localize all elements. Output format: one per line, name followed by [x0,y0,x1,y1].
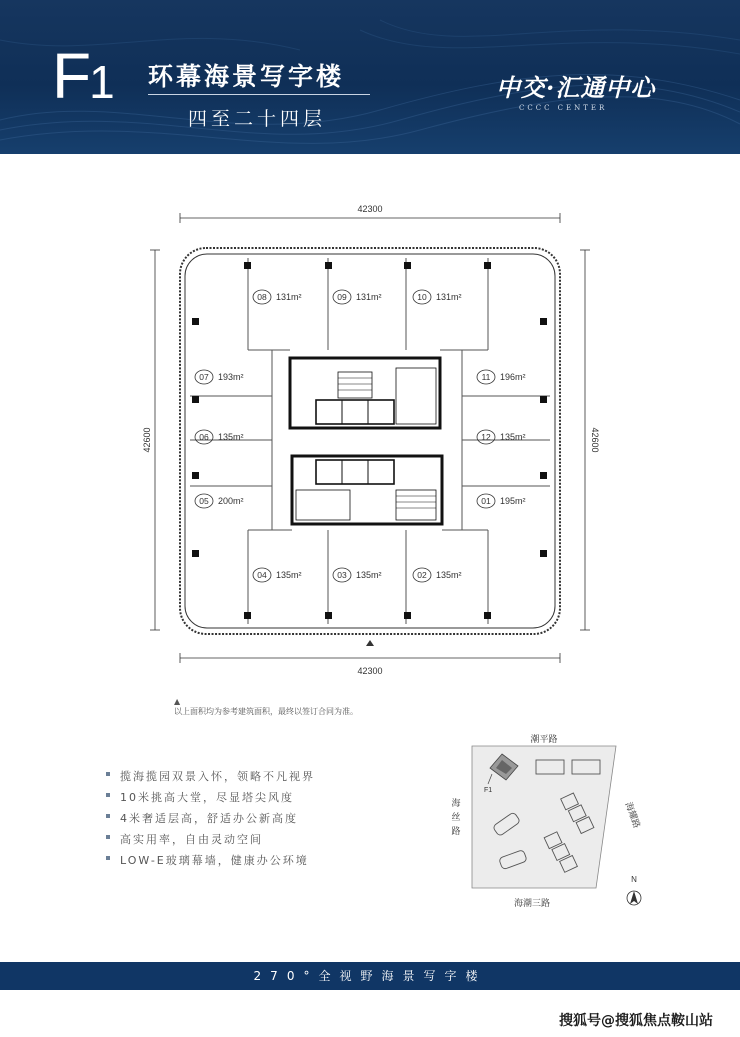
dimension-right [580,250,590,630]
feature-item: 10米挑高大堂，尽显塔尖风度 [106,789,315,810]
unit-label [477,494,526,508]
unit-number: 03 [337,570,347,580]
site-label: F1 [484,787,493,794]
unit-number: 10 [417,292,427,302]
unit-area: 135m² [500,432,526,442]
north-label: N [631,875,637,884]
unit-number: 09 [337,292,347,302]
dim-top-label: 42300 [357,204,383,214]
unit-area: 135m² [218,432,244,442]
unit-label [477,430,526,444]
dim-left-label: 42600 [142,427,152,453]
unit-area: 131m² [356,292,382,302]
unit-label [195,430,244,444]
floor-plan [140,200,620,680]
unit-number: 02 [417,570,427,580]
brand-logo: 中交·汇通中心 [496,73,656,102]
bullet-icon [106,772,110,776]
location-map [440,728,660,924]
feature-list [106,768,315,873]
unit-labels [195,290,526,582]
dimension-bottom [180,653,560,663]
unit-number: 05 [199,496,209,506]
unit-number: 12 [481,432,491,442]
unit-number: 08 [257,292,267,302]
unit-area: 135m² [276,570,302,580]
unit-label [195,370,244,384]
title-divider [148,94,370,95]
unit-label [413,568,462,582]
unit-label [333,568,382,582]
unit-number: 01 [481,496,491,506]
bullet-icon [106,793,110,797]
feature-item: 揽海揽园双景入怀，领略不凡视界 [106,768,315,789]
feature-item: LOW-E玻璃幕墙，健康办公环境 [106,852,315,873]
dim-bottom-label: 42300 [357,666,383,676]
unit-label [253,290,302,304]
unit-area: 193m² [218,372,244,382]
unit-label [195,494,244,508]
page-subtitle: 四至二十四层 [188,108,327,130]
area-note: ▲ 以上面积均为参考建筑面积，最终以签订合同为准。 [174,697,358,716]
watermark: 搜狐号@搜狐焦点鞍山站 [559,1013,713,1029]
unit-area: 131m² [436,292,462,302]
plan-code: F1 [52,40,115,112]
unit-number: 04 [257,570,267,580]
unit-number: 11 [481,372,491,382]
unit-number: 06 [199,432,209,442]
core-north [290,358,440,428]
unit-area: 196m² [500,372,526,382]
unit-area: 200m² [218,496,244,506]
road-top: 潮平路 [530,734,558,744]
bullet-icon [106,835,110,839]
road-left: 海丝路 [451,798,461,836]
unit-number: 07 [199,372,209,382]
feature-item: 高实用率，自由灵动空间 [106,831,315,852]
road-bottom: 海潮三路 [513,898,551,908]
dim-right-label: 42600 [590,427,600,453]
entrance-marker [366,640,374,646]
north-arrow-icon [627,891,641,905]
unit-area: 135m² [356,570,382,580]
road-right: 海耀路 [623,800,643,830]
unit-area: 135m² [436,570,462,580]
feature-item: 4米奢适层高，舒适办公新高度 [106,810,315,831]
unit-label [333,290,382,304]
unit-area: 195m² [500,496,526,506]
footer-slogan: 270°全视野海景写字楼 [253,969,487,983]
dimension-top [180,213,560,223]
core-south [292,456,442,524]
header-banner [0,0,740,154]
bullet-icon [106,814,110,818]
unit-label [477,370,526,384]
page-title: 环幕海景写字楼 [148,62,345,91]
unit-label [413,290,462,304]
unit-label [253,568,302,582]
unit-area: 131m² [276,292,302,302]
bullet-icon [106,856,110,860]
brand-logo-en: CCCC CENTER [519,104,608,112]
footer-banner [0,962,740,990]
